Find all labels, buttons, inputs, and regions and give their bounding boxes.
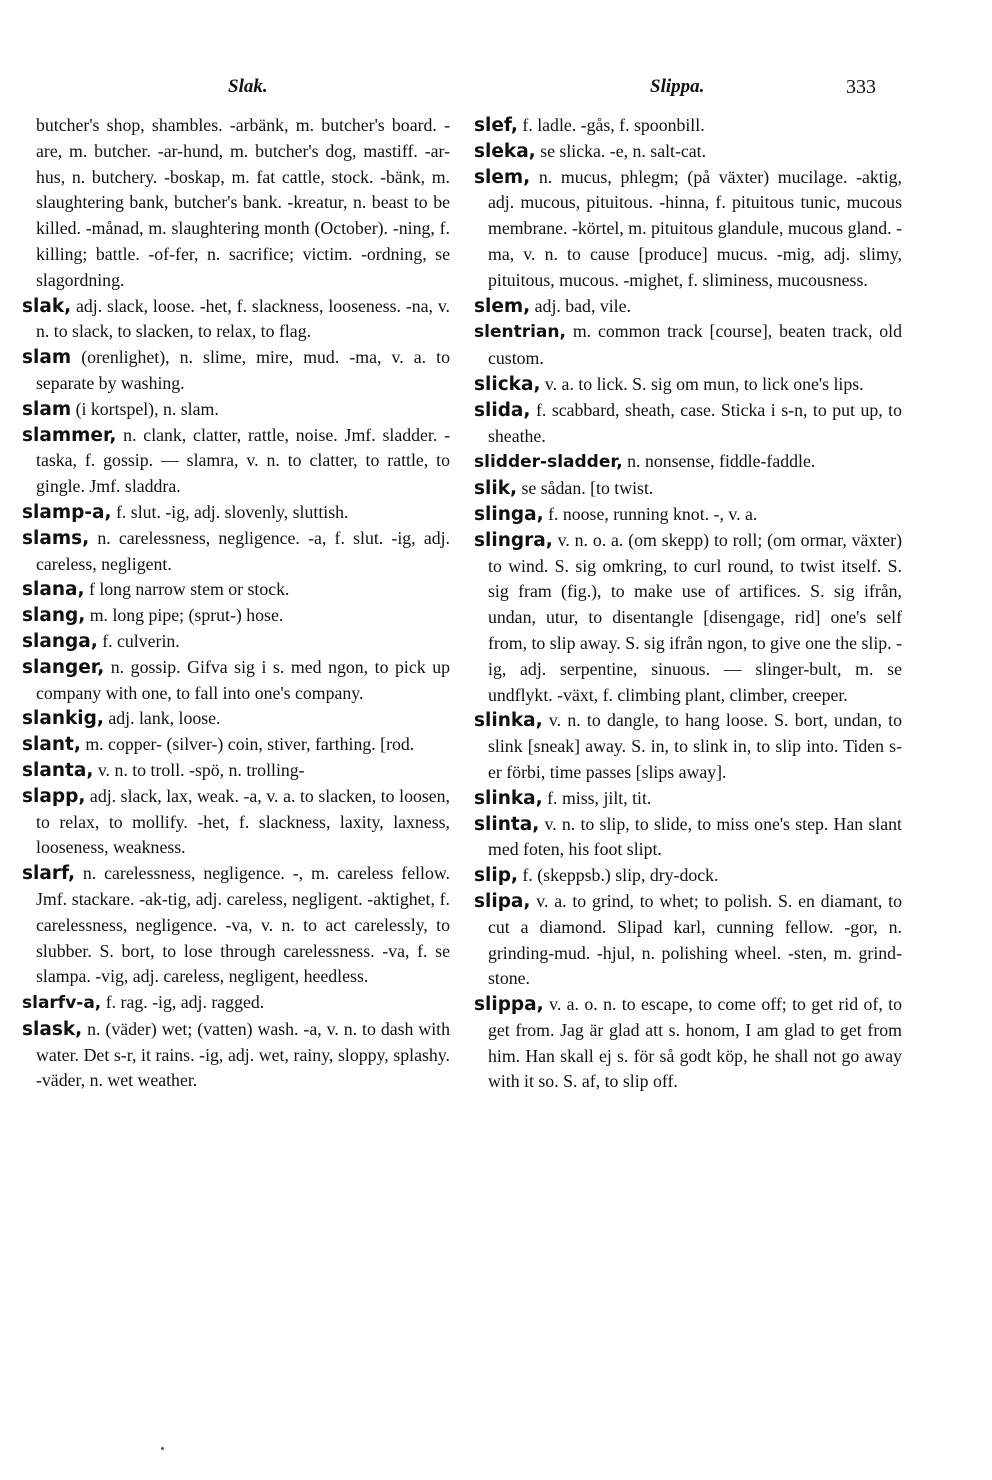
entry-headword: slik, <box>474 478 518 500</box>
entry-headword: slipa, <box>474 890 531 912</box>
entry-headword: slam <box>22 347 72 369</box>
entry-headword: slams, <box>22 527 90 549</box>
entry-headword: slant, <box>22 734 81 756</box>
entry-definition: n. clank, clatter, rattle, noise. Jmf. sladder. -taska, f. gossip. — slamra, v. n. to clatter, to rattle, to gingle. Jmf. sladdra. <box>36 424 450 497</box>
entry-definition: v. n. to dangle, to hang loose. S. bort, undan, to slink [sneak] away. S. in, to slink in, to slip into. Tiden s-er förbi, time passes [slips away]. <box>488 710 902 782</box>
entry-definition: f long narrow stem or stock. <box>84 579 290 600</box>
dictionary-entry <box>22 577 450 603</box>
dictionary-entry <box>474 319 902 372</box>
entry-definition: n. nonsense, fiddle-faddle. <box>622 451 816 472</box>
dictionary-entry <box>22 629 450 655</box>
entry-headword: slanta, <box>22 759 94 781</box>
entry-definition: m. copper- (silver-) coin, stiver, farthing. [rod. <box>80 734 415 755</box>
entry-headword: slanga, <box>22 630 98 652</box>
entry-definition: v. a. to lick. S. sig om mun, to lick one's lips. <box>540 373 864 394</box>
entry-headword: slak, <box>22 295 72 317</box>
dictionary-entry <box>22 1017 450 1094</box>
running-head-right: Slippa. <box>650 76 705 97</box>
dictionary-entry <box>474 812 902 864</box>
dictionary-entry <box>22 758 450 784</box>
entry-headword: sleka, <box>474 140 536 162</box>
right-column <box>474 113 902 1095</box>
entry-definition: v. a. o. n. to escape, to come off; to get rid of, to get from. Jag är glad att s. honom, I am glad to get from him. Han skall ej s. för så godt köp, he shall not go away with it so. S. af, to slip off. <box>488 994 902 1092</box>
entry-definition: (orenlighet), n. slime, mire, mud. -ma, v. a. to separate by washing. <box>36 347 450 393</box>
dictionary-entry <box>22 655 450 707</box>
dictionary-entry <box>22 603 450 629</box>
dictionary-entry <box>474 502 902 528</box>
entry-headword: slam <box>22 398 72 420</box>
entry-definition: n. mucus, phlegm; (på växter) mucilage. -aktig, adj. mucous, pituitous. -hinna, f. pituitous tunic, mucous membrane. -körtel, m. pituitous glandule, mucous gland. -ma, v. n. to cause [produce] mucus. -mig, adj. slimy, pituitous, mucous. -mighet, f. sliminess, mucousness. <box>488 166 902 290</box>
entry-definition: butcher's shop, shambles. -arbänk, m. butcher's board. -are, m. butcher. -ar-hund, m. butcher's dog, mastiff. -ar-hus, n. butchery. -boskap, m. fat cattle, stock. -bänk, m. slaughtering bank, butcher's bank. -kreatur, n. beast to be killed. -månad, m. slaughtering month (October). -ning, f. killing; battle. -of-fer, n. sacrifice; victim. -ordning, se slagordning. <box>36 115 450 290</box>
entry-headword: slida, <box>474 399 531 421</box>
dictionary-entry <box>474 476 902 502</box>
entry-headword: slanger, <box>22 656 105 678</box>
dictionary-entry <box>474 139 902 165</box>
dictionary-entry <box>22 526 450 578</box>
entry-definition: f. ladle. -gås, f. spoonbill. <box>517 115 705 135</box>
dictionary-entry <box>22 423 450 500</box>
entry-headword: slapp, <box>22 785 86 807</box>
entry-headword: slamp-a, <box>22 501 112 523</box>
entry-definition: adj. bad, vile. <box>530 295 631 316</box>
entry-headword: slidder-sladder, <box>474 452 623 473</box>
entry-headword: slef, <box>474 115 518 136</box>
left-column <box>22 113 450 1094</box>
entry-headword: slammer, <box>22 424 117 446</box>
entry-definition: n. gossip. Gifva sig i s. med ngon, to pick up company with one, to fall into one's company. <box>36 656 450 703</box>
entry-definition: v. n. to slip, to slide, to miss one's step. Han slant med foten, his foot slipt. <box>488 813 902 860</box>
running-head-left: Slak. <box>228 76 268 97</box>
dictionary-entry <box>474 113 902 139</box>
entry-headword: slicka, <box>474 373 541 395</box>
dictionary-entry <box>22 861 450 990</box>
entry-headword: slem, <box>474 166 531 188</box>
dictionary-entry <box>22 397 450 423</box>
entry-headword: slarf, <box>22 863 76 885</box>
entry-definition: n. (väder) wet; (vatten) wash. -a, v. n. to dash with water. Det s-r, it rains. -ig, adj. wet, rainy, sloppy, splashy. -väder, n. wet weather. <box>36 1018 450 1091</box>
entry-definition: f. rag. -ig, adj. ragged. <box>101 992 265 1013</box>
entry-definition: se sådan. [to twist. <box>517 478 654 499</box>
entry-definition: n. carelessness, negligence. -, m. careless fellow. Jmf. stackare. -ak-tig, adj. careless, negligent. -aktighet, f. carelessness, negligence. -va, v. n. to act carelessly, to slubber. S. bort, to lose through carelessness. -va, f. se slampa. -vig, adj. careless, negligent, heedless. <box>36 863 450 987</box>
dictionary-entry <box>22 990 450 1017</box>
entry-definition: v. n. o. a. (om skepp) to roll; (om ormar, växter) to wind. S. sig omkring, to curl round, to twist itself. S. sig fram (fig.), to make use of artifices. S. sig ifrån, undan, utur, to disentangle [disengage, rid] one's self from, to slip away. S. sig ifrån ngon, to give one the slip. -ig, adj. serpentine, sinuous. — slinger-bult, m. se undflykt. -växt, f. climbing plant, climber, creeper. <box>488 529 902 705</box>
entry-definition: v. a. to grind, to whet; to polish. S. en diamant, to cut a diamond. Slipad karl, cunning fellow. -gor, n. grinding-mud. -hjul, n. polishing wheel. -sten, m. grind-stone. <box>488 890 902 989</box>
dictionary-entry <box>22 732 450 758</box>
entry-definition: f. slut. -ig, adj. slovenly, sluttish. <box>111 501 349 522</box>
dictionary-entry <box>22 345 450 397</box>
entry-definition: adj. slack, lax, weak. -a, v. a. to slacken, to loosen, to relax, to mollify. -het, f. slackness, laxity, laxness, looseness, weakness. <box>36 785 450 858</box>
entry-headword: slentrian, <box>474 322 566 343</box>
page-number: 333 <box>846 76 876 98</box>
entry-headword: slippa, <box>474 994 544 1016</box>
entry-definition: m. common track [course], beaten track, old custom. <box>488 321 902 369</box>
dictionary-entry <box>474 528 902 709</box>
ink-speck <box>161 1447 164 1450</box>
entry-definition: f. culverin. <box>97 630 180 651</box>
entry-headword: slarfv-a, <box>22 993 102 1014</box>
entry-headword: slinka, <box>474 787 543 809</box>
entry-headword: slana, <box>22 579 85 601</box>
entry-headword: slinka, <box>474 710 543 732</box>
dictionary-entry <box>474 786 902 812</box>
entry-definition: v. n. to troll. -spö, n. trolling- <box>93 759 305 780</box>
entry-definition: adj. slack, loose. -het, f. slackness, looseness. -na, v. n. to slack, to slacken, to relax, to flag. <box>36 295 450 342</box>
entry-headword: slip, <box>474 865 518 887</box>
entry-definition: n. carelessness, negligence. -a, f. slut. -ig, adj. careless, negligent. <box>36 527 450 574</box>
entry-definition: (i kortspel), n. slam. <box>71 398 219 419</box>
entry-definition: f. miss, jilt, tit. <box>542 787 652 808</box>
entry-definition: f. noose, running knot. -, v. a. <box>543 503 758 524</box>
entry-headword: slingra, <box>474 529 553 551</box>
dictionary-entry <box>474 165 902 294</box>
entry-headword: slinga, <box>474 503 544 525</box>
dictionary-entry <box>22 500 450 526</box>
entry-definition: m. long pipe; (sprut-) hose. <box>85 605 284 626</box>
dictionary-entry <box>474 863 902 889</box>
dictionary-entry <box>22 784 450 861</box>
entry-headword: slem, <box>474 295 531 317</box>
entry-definition: se slicka. -e, n. salt-cat. <box>535 140 707 161</box>
dictionary-entry <box>474 889 902 992</box>
entry-definition: f. (skeppsb.) slip, dry-dock. <box>517 865 719 886</box>
entry-headword: slinta, <box>474 813 540 835</box>
entry-headword: slask, <box>22 1018 83 1040</box>
dictionary-entry <box>22 706 450 732</box>
entry-definition: f. scabbard, sheath, case. Sticka i s-n, to put up, to sheathe. <box>488 399 902 446</box>
entry-headword: slang, <box>22 605 86 627</box>
dictionary-entry <box>474 449 902 476</box>
dictionary-entry <box>22 113 450 294</box>
entry-definition: adj. lank, loose. <box>103 708 221 729</box>
dictionary-entry <box>474 708 902 785</box>
dictionary-entry <box>474 372 902 398</box>
entry-headword: slankig, <box>22 708 104 730</box>
dictionary-entry <box>474 992 902 1095</box>
dictionary-entry <box>474 398 902 450</box>
dictionary-entry <box>22 294 450 346</box>
dictionary-entry <box>474 294 902 320</box>
